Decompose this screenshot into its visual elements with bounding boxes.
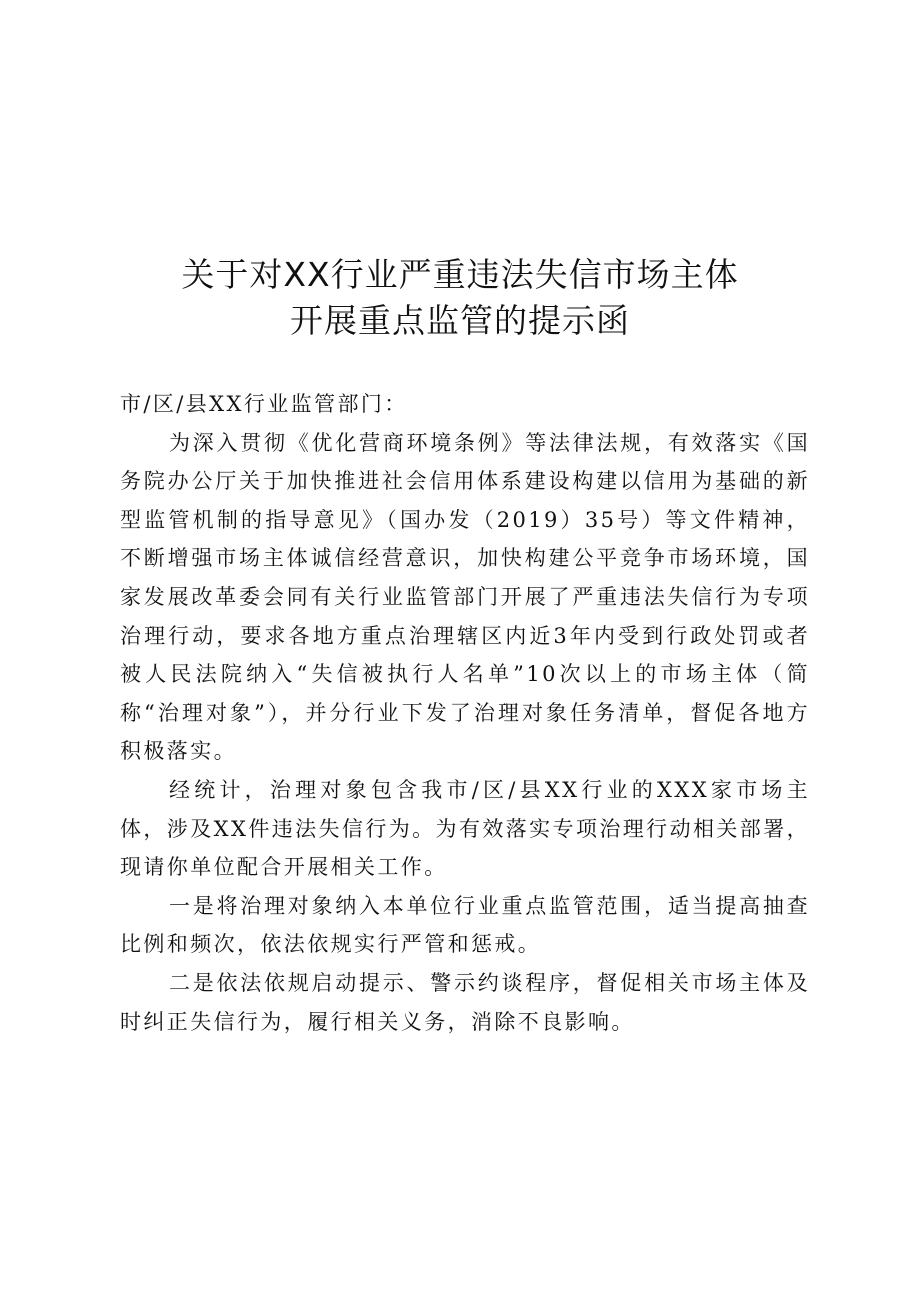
salutation: 市/区/县XX行业监管部门： xyxy=(120,392,408,416)
document-title xyxy=(0,252,920,344)
title-line-1: 关于对XX行业严重违法失信市场主体 xyxy=(181,255,739,294)
document-body xyxy=(120,385,810,1041)
paragraph-measure-one: 一是将治理对象纳入本单位行业重点监管范围，适当提高抽查比例和频次，依法依规实行严管和惩戒。 xyxy=(120,893,810,957)
paragraph-intro: 为深入贯彻《优化营商环境条例》等法律法规，有效落实《国务院办公厅关于加快推进社会信用体系建设构建以信用为基础的新型监管机制的指导意见》（国办发（2019）35号）等文件精神，不断增强市场主体诚信经营意识，加快构建公平竞争市场环境，国家发展改革委会同有关行业监管部门开展了严重违法失信行为专项治理行动，要求各地方重点治理辖区内近3年内受到行政处罚或者被人民法院纳入“失信被执行人名单”10次以上的市场主体（简称“治理对象”），并分行业下发了治理对象任务清单，督促各地方积极落实。 xyxy=(120,430,810,764)
paragraph-measure-two: 二是依法依规启动提示、警示约谈程序，督促相关市场主体及时纠正失信行为，履行相关义务，消除不良影响。 xyxy=(120,970,810,1034)
paragraph-statistics: 经统计，治理对象包含我市/区/县XX行业的XXX家市场主体，涉及XX件违法失信行为。为有效落实专项治理行动相关部署，现请你单位配合开展相关工作。 xyxy=(120,777,810,880)
title-line-2: 开展重点监管的提示函 xyxy=(290,301,630,340)
